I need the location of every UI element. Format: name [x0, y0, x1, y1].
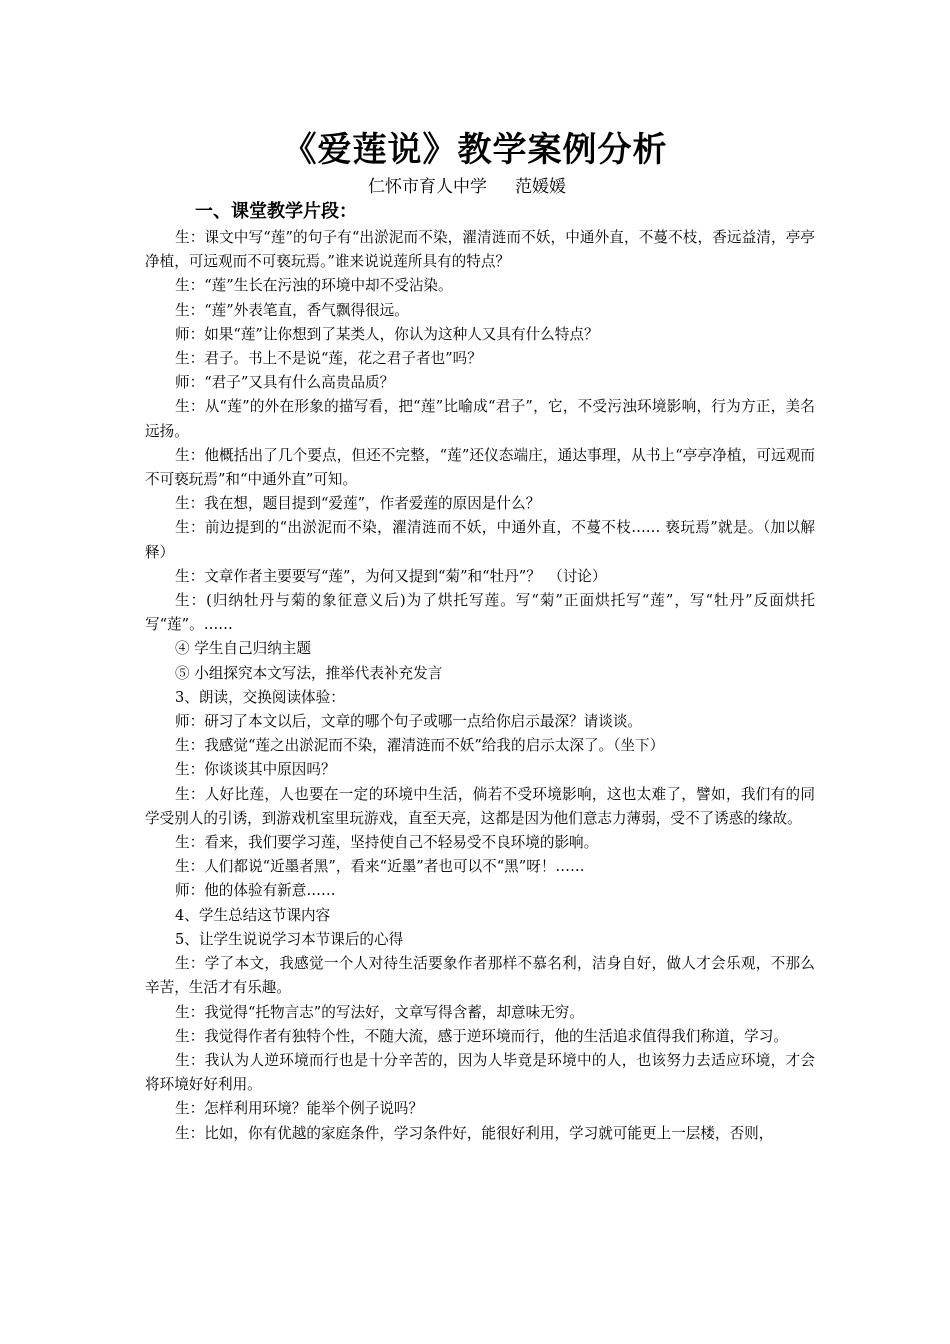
paragraph: 生：我认为人逆环境而行也是十分辛苦的，因为人毕竟是环境中的人，也该努力去适应环境，才会将环境好好利用。 — [145, 1051, 815, 1094]
paragraph: 师：如果“莲”让你想到了某类人，你认为这种人又具有什么特点？ — [175, 325, 599, 343]
paragraph: 生：我在想，题目提到“爱莲”，作者爱莲的原因是什么？ — [175, 495, 541, 513]
paragraph: 生：我觉得“托物言志”的写法好，文章写得含蓄，却意味无穷。 — [175, 1003, 584, 1021]
paragraph: 生：你谈谈其中原因吗？ — [175, 761, 336, 779]
document-title: 《爱莲说》教学案例分析 — [282, 130, 668, 170]
paragraph: 师：他的体验有新意…… — [175, 882, 336, 900]
paragraph: 3、朗读，交换阅读体验： — [175, 688, 345, 706]
paragraph: 生：(归纳牡丹与菊的象征意义后)为了烘托写莲。写“菊”正面烘托写“莲”，写“牡丹”反面烘托写“莲”。…… — [145, 592, 815, 634]
byline — [368, 176, 566, 198]
paragraph: 生：从“莲”的外在形象的描写看，把“莲”比喻成“君子”，它，不受污浊环境影响，行为方正，美名远扬。 — [145, 398, 815, 440]
paragraph: 生：文章作者主要要写“莲”，为何又提到“菊”和“牡丹”？ （讨论） — [175, 567, 607, 585]
paragraph: 生：看来，我们要学习莲，坚持使自己不轻易受不良环境的影响。 — [175, 834, 599, 852]
paragraph: 生：学了本文，我感觉一个人对待生活要象作者那样不慕名利，洁身自好，做人才会乐观，不那么辛苦，生活才有乐趣。 — [145, 955, 815, 997]
paragraph: 生：“莲”外表笔直，香气飘得很远。 — [175, 301, 409, 319]
document-body — [145, 226, 815, 1146]
paragraph: 师：“君子”又具有什么高贵品质？ — [175, 374, 395, 392]
paragraph: 生：“莲”生长在污浊的环境中却不受沾染。 — [175, 277, 453, 295]
paragraph: 生：比如，你有优越的家庭条件，学习条件好，能很好利用，学习就可能更上一层楼，否则， — [175, 1124, 774, 1142]
paragraph: 4、学生总结这节课内容 — [175, 906, 331, 924]
paragraph: 师：研习了本文以后，文章的哪个句子或哪一点给你启示最深？请谈谈。 — [175, 713, 643, 731]
school-name: 仁怀市育人中学 — [368, 177, 487, 197]
paragraph: 生：人好比莲，人也要在一定的环境中生活，倘若不受环境影响，这也太难了，譬如，我们有的同学受别人的引诱，到游戏机室里玩游戏，直至天亮，这都是因为他们意志力薄弱，受不了诱惑的缘故。 — [145, 785, 815, 827]
paragraph: 生：我感觉“莲之出淤泥而不染，濯清涟而不妖”给我的启示太深了。（坐下） — [175, 737, 665, 755]
paragraph: 生：我觉得作者有独特个性，不随大流，感于逆环境而行，他的生活追求值得我们称道，学习。 — [175, 1027, 788, 1045]
paragraph: 5、让学生说说学习本节课后的心得 — [175, 930, 404, 948]
paragraph: 生：课文中写“莲”的句子有“出淤泥而不染，濯清涟而不妖，中通外直，不蔓不枝，香远益清，亭亭净植，可远观而不可亵玩焉。”谁来说说莲所具有的特点？ — [145, 229, 815, 271]
paragraph: 生：怎样利用环境？能举个例子说吗？ — [175, 1100, 424, 1118]
paragraph: 生：君子。书上不是说“莲，花之君子者也”吗？ — [175, 350, 482, 368]
paragraph: 生：前边提到的“出淤泥而不染，濯清涟而不妖，中通外直，不蔓不枝…… 亵玩焉”就是。（加以解释） — [145, 519, 815, 561]
section-heading: 一、课堂教学片段： — [195, 201, 357, 222]
paragraph: ④ 学生自己归纳主题 — [175, 640, 311, 658]
paragraph: 生：他概括出了几个要点，但还不完整，“莲”还仪态端庄，通达事理，从书上“亭亭净植，可远观而不可亵玩焉”和“中通外直”可知。 — [145, 446, 815, 489]
author-name: 范媛媛 — [515, 177, 566, 197]
paragraph: 生：人们都说“近墨者黑”，看来“近墨”者也可以不“黑”呀！…… — [175, 858, 585, 876]
paragraph: ⑤ 小组探究本文写法，推举代表补充发言 — [175, 664, 443, 682]
